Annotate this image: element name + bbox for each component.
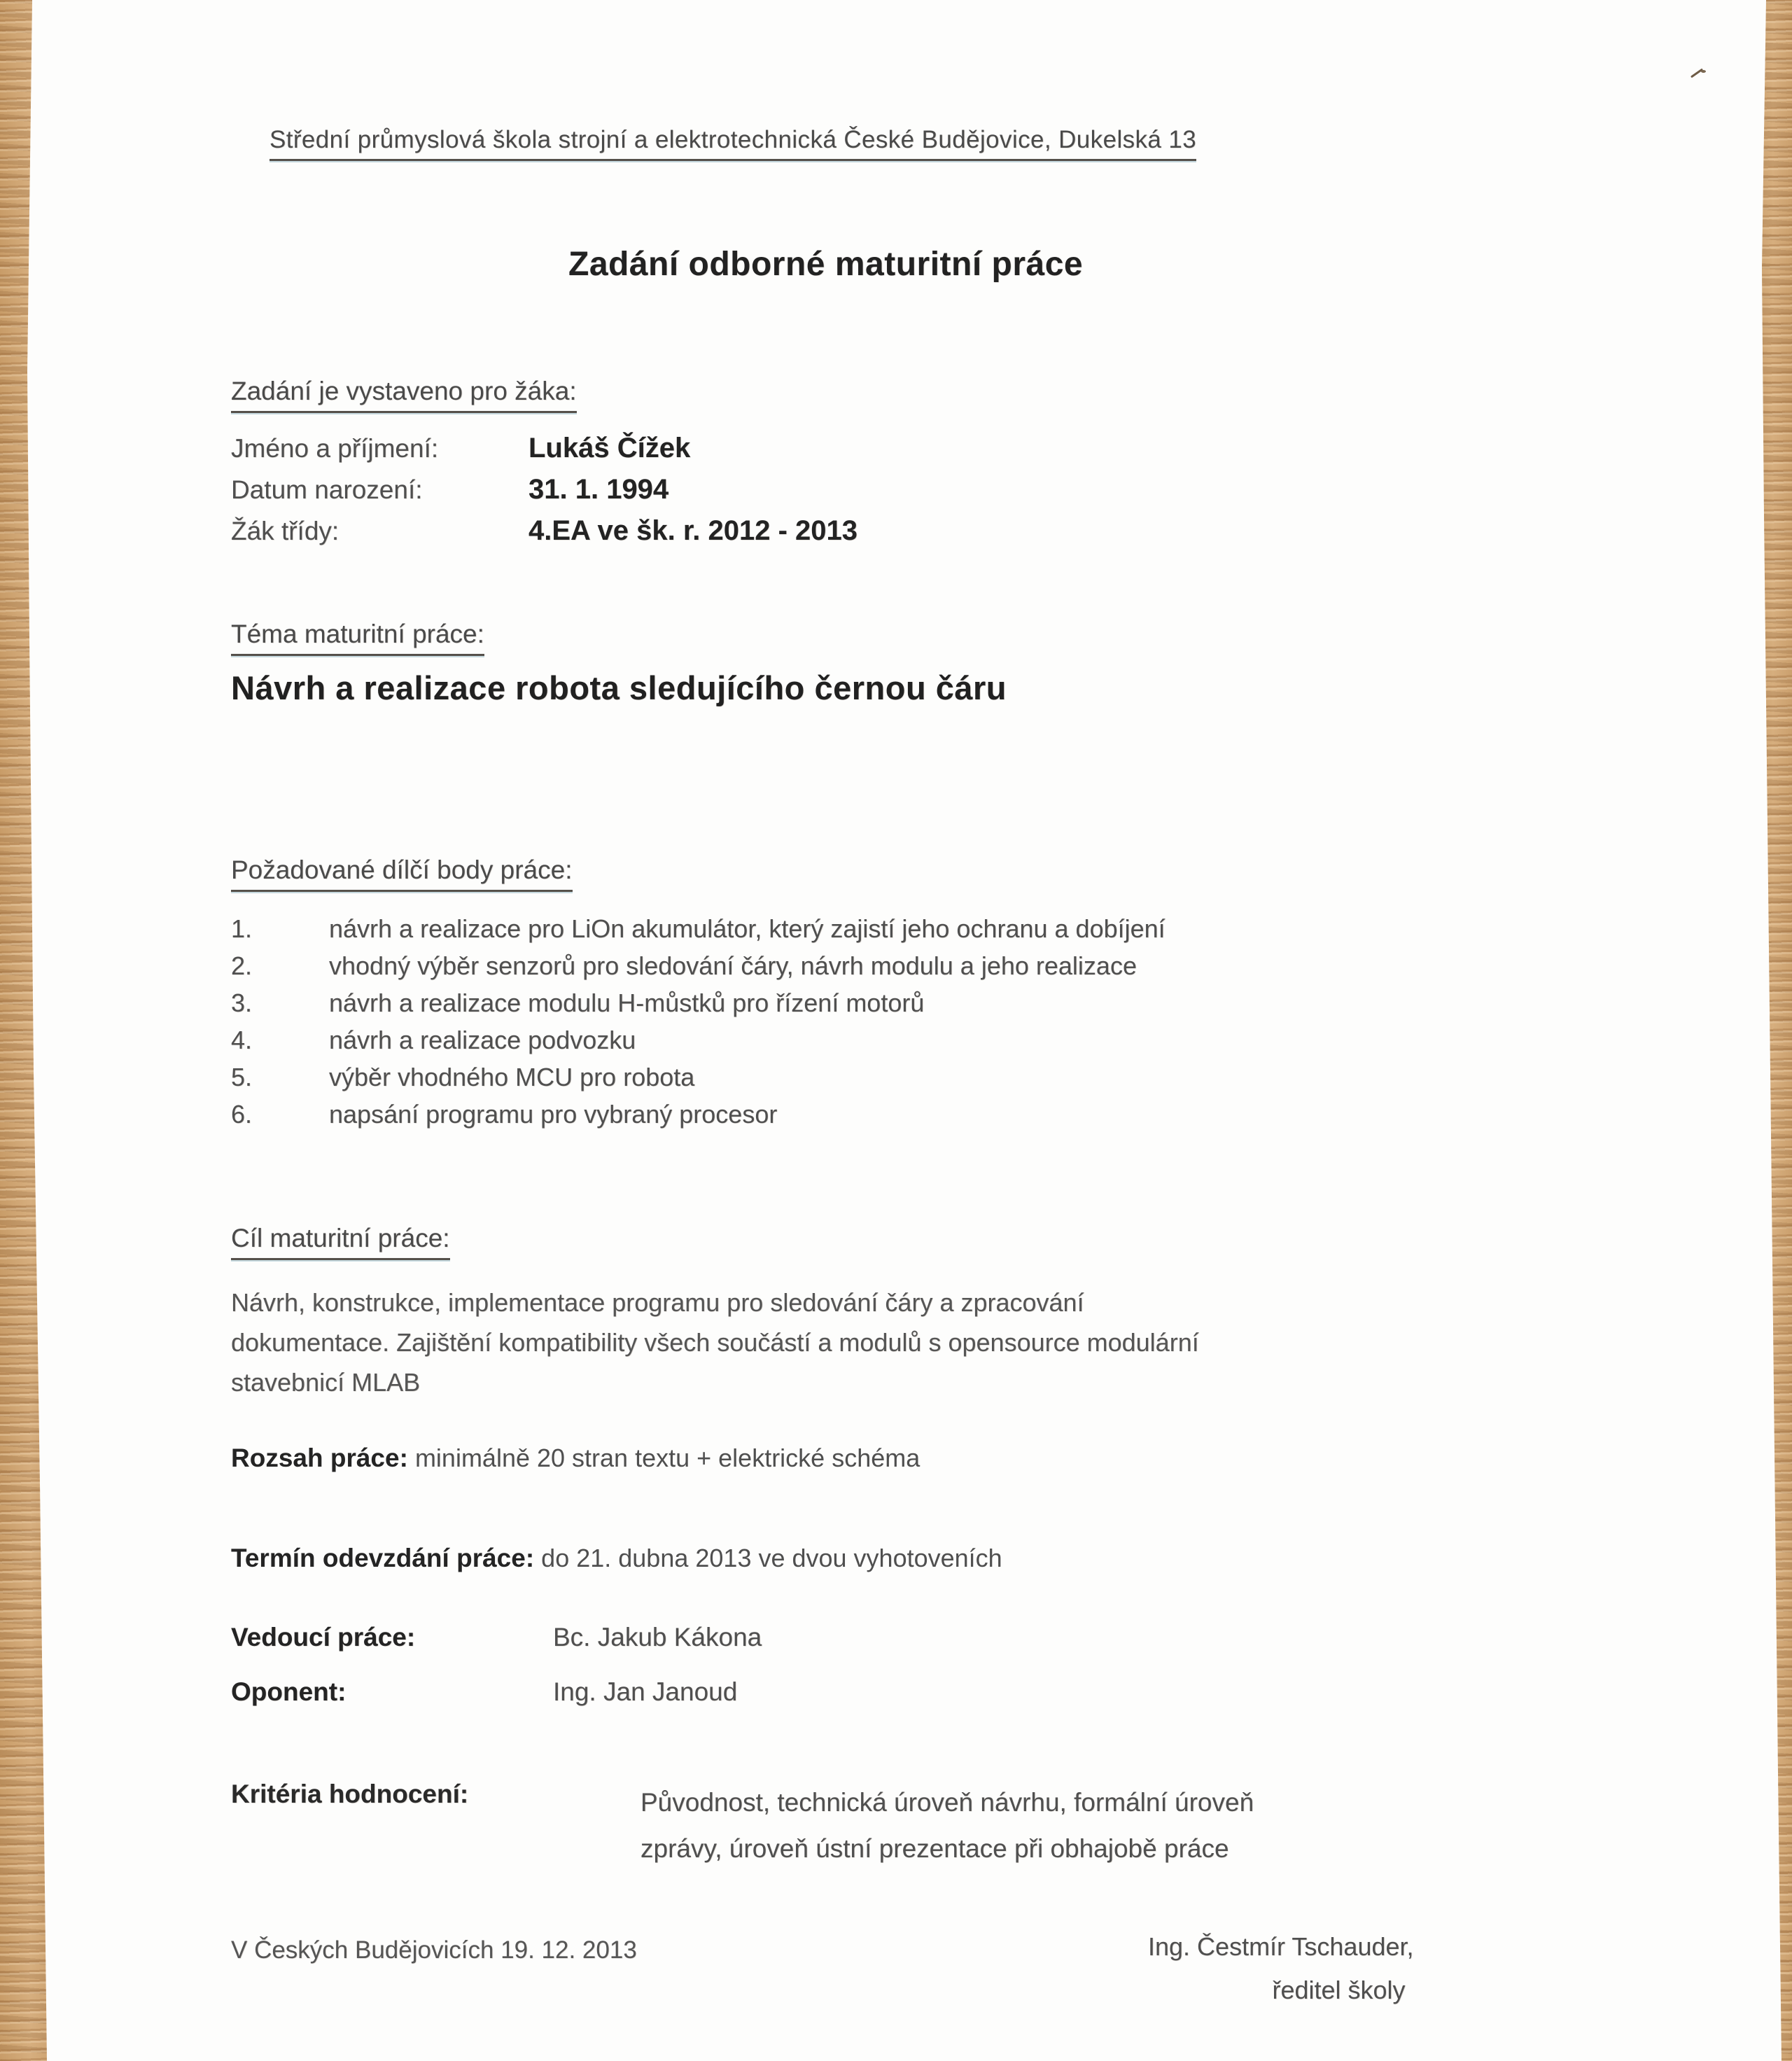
list-item-text: návrh a realizace modulu H-můstků pro řízení motorů xyxy=(329,988,925,1017)
thesis-theme-title: Návrh a realizace robota sledujícího černou čáru xyxy=(231,669,1007,706)
wood-background-right xyxy=(1750,0,1792,2061)
list-item-number: 1. xyxy=(231,914,253,943)
scope-label: Rozsah práce: xyxy=(231,1444,408,1472)
criteria-text-line: zprávy, úroveň ústní prezentace při obhajobě práce xyxy=(640,1834,1229,1863)
scope-text: minimálně 20 stran textu + elektrické schéma xyxy=(414,1444,920,1472)
supervisor-row xyxy=(231,1623,762,1652)
deadline-row xyxy=(231,1544,1002,1573)
list-item-text: návrh a realizace pro LiOn akumulátor, který zajistí jeho ochranu a dobíjení xyxy=(329,914,1166,943)
list-item-number: 3. xyxy=(231,988,253,1017)
student-birthdate-label: Datum narození: xyxy=(231,475,423,504)
criteria-text xyxy=(640,1780,1254,1872)
student-class-value: 4.EA ve šk. r. 2012 - 2013 xyxy=(528,515,858,546)
opponent-row xyxy=(231,1677,762,1707)
list-item xyxy=(231,1059,1166,1096)
criteria-row xyxy=(231,1780,1254,1872)
list-item-text: návrh a realizace podvozku xyxy=(329,1026,636,1054)
list-item xyxy=(231,947,1166,984)
goal-paragraph-line: Návrh, konstrukce, implementace programu pro sledování čáry a zpracování xyxy=(231,1288,1084,1317)
document-title: Zadání odborné maturitní práce xyxy=(568,246,1084,283)
requirements-section-heading: Požadované dílčí body práce: xyxy=(231,855,573,892)
list-item-text: vhodný výběr senzorů pro sledování čáry, návrh modulu a jeho realizace xyxy=(329,951,1137,980)
signature-name: Ing. Čestmír Tschauder, xyxy=(1148,1932,1414,1961)
scan-scratch-mark xyxy=(1688,70,1707,81)
wood-background-left xyxy=(0,0,56,2061)
scope-row xyxy=(231,1444,920,1473)
goal-paragraph-line: stavebnicí MLAB xyxy=(231,1368,421,1397)
list-item-number: 5. xyxy=(231,1063,253,1091)
student-section-heading: Zadání je vystaveno pro žáka: xyxy=(231,377,577,413)
list-item xyxy=(231,984,1166,1021)
deadline-label: Termín odevzdání práce: xyxy=(231,1544,535,1572)
student-name-value: Lukáš Čížek xyxy=(528,433,691,463)
goal-paragraph xyxy=(231,1283,1199,1402)
supervisor-value: Bc. Jakub Kákona xyxy=(553,1623,762,1651)
deadline-text: do 21. dubna 2013 ve dvou vyhotoveních xyxy=(541,1544,1002,1572)
list-item-text: napsání programu pro vybraný procesor xyxy=(329,1100,778,1129)
signature-role: ředitel školy xyxy=(1272,1976,1406,2004)
theme-section-heading: Téma maturitní práce: xyxy=(231,620,484,656)
school-header xyxy=(270,126,1196,161)
school-header-text: Střední průmyslová škola strojní a elektrotechnická České Budějovice, Dukelská 13 xyxy=(270,126,1196,161)
student-class-label: Žák třídy: xyxy=(231,517,340,545)
people-table xyxy=(231,1623,762,1732)
list-item-number: 6. xyxy=(231,1100,253,1129)
list-item xyxy=(231,910,1166,947)
list-item-text: výběr vhodného MCU pro robota xyxy=(329,1063,695,1091)
supervisor-label: Vedoucí práce: xyxy=(231,1623,416,1651)
student-info-table xyxy=(231,433,858,547)
opponent-value: Ing. Jan Janoud xyxy=(553,1677,738,1706)
opponent-label: Oponent: xyxy=(231,1677,346,1706)
goal-section-heading: Cíl maturitní práce: xyxy=(231,1224,450,1260)
student-birthdate-value: 31. 1. 1994 xyxy=(528,474,669,505)
list-item xyxy=(231,1021,1166,1059)
student-name-label: Jméno a příjmení: xyxy=(231,434,439,463)
list-item-number: 4. xyxy=(231,1026,253,1054)
goal-paragraph-line: dokumentace. Zajištění kompatibility všech součástí a modulů s opensource modulární xyxy=(231,1328,1199,1357)
criteria-label: Kritéria hodnocení: xyxy=(231,1780,469,1808)
list-item-number: 2. xyxy=(231,951,253,980)
list-item xyxy=(231,1096,1166,1133)
criteria-text-line: Původnost, technická úroveň návrhu, formální úroveň xyxy=(640,1788,1254,1817)
requirements-list xyxy=(231,910,1166,1133)
place-date: V Českých Budějovicích 19. 12. 2013 xyxy=(231,1936,637,1964)
signature-block xyxy=(1148,1932,1530,2005)
